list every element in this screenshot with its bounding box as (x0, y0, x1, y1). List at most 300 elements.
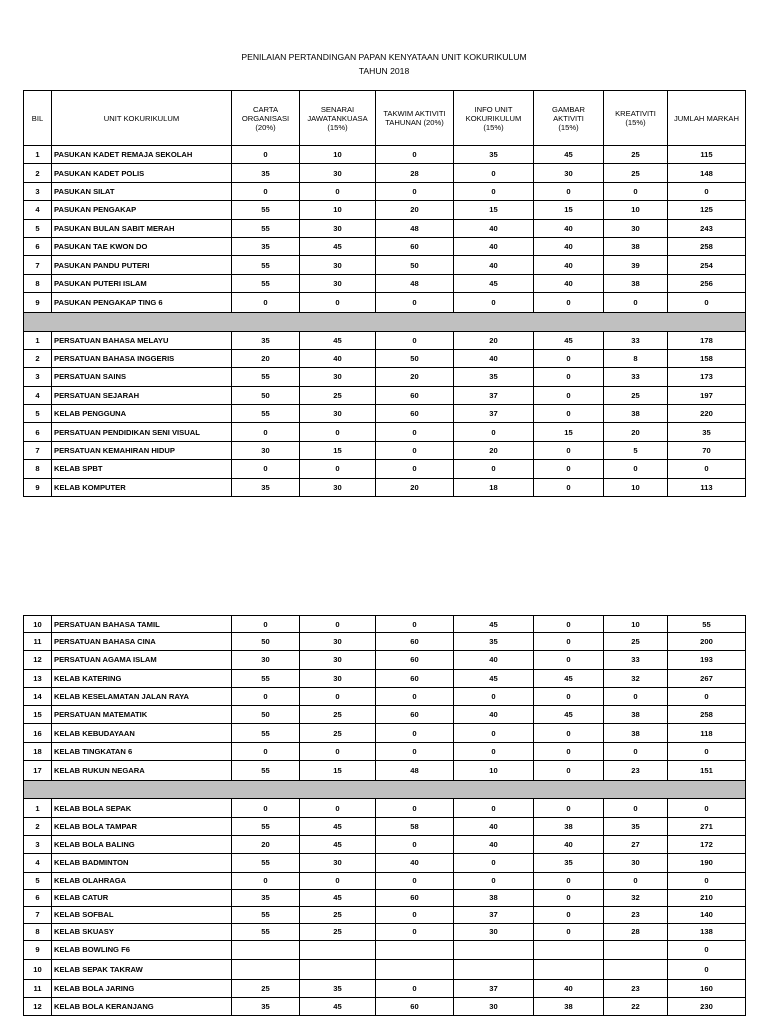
cell-carta-organisasi: 55 (232, 906, 300, 923)
cell-jumlah-markah: 70 (668, 441, 746, 459)
cell-gambar-aktiviti: 0 (534, 182, 604, 200)
header-info-unit (454, 91, 534, 146)
cell-unit-name: PASUKAN BULAN SABIT MERAH (52, 219, 232, 237)
cell-bil: 5 (24, 872, 52, 889)
section-separator-row (24, 313, 746, 331)
cell-carta-organisasi: 0 (232, 182, 300, 200)
cell-bil: 11 (24, 633, 52, 651)
cell-takwim-aktiviti: 50 (376, 256, 454, 274)
cell-takwim-aktiviti: 20 (376, 478, 454, 496)
cell-jumlah-markah: 243 (668, 219, 746, 237)
cell-gambar-aktiviti: 0 (534, 742, 604, 760)
cell-takwim-aktiviti: 60 (376, 633, 454, 651)
cell-senarai-jawatankuasa: 30 (300, 368, 376, 386)
cell-senarai-jawatankuasa: 0 (300, 742, 376, 760)
cell-carta-organisasi: 55 (232, 724, 300, 742)
cell-unit-name: PERSATUAN AGAMA ISLAM (52, 651, 232, 669)
cell-info-unit: 0 (454, 460, 534, 478)
cell-jumlah-markah: 271 (668, 817, 746, 835)
header-line: (15%) (558, 122, 579, 132)
cell-senarai-jawatankuasa: 25 (300, 923, 376, 940)
cell-takwim-aktiviti: 48 (376, 761, 454, 781)
cell-info-unit: 40 (454, 651, 534, 669)
cell-jumlah-markah: 172 (668, 835, 746, 853)
cell-jumlah-markah: 0 (668, 799, 746, 817)
table-row (24, 979, 746, 997)
table-row (24, 146, 746, 164)
cell-kreativiti: 30 (604, 854, 668, 872)
header-line: KOKURIKULUM (465, 113, 522, 123)
cell-kreativiti: 0 (604, 182, 668, 200)
cell-bil: 6 (24, 423, 52, 441)
cell-senarai-jawatankuasa: 30 (300, 478, 376, 496)
cell-senarai-jawatankuasa: 25 (300, 386, 376, 404)
cell-info-unit: 40 (454, 706, 534, 724)
table-row (24, 835, 746, 853)
cell-kreativiti: 22 (604, 997, 668, 1015)
cell-gambar-aktiviti: 0 (534, 633, 604, 651)
cell-jumlah-markah: 115 (668, 146, 746, 164)
cell-carta-organisasi: 0 (232, 799, 300, 817)
cell-bil: 4 (24, 854, 52, 872)
table-row (24, 386, 746, 404)
cell-unit-name: KELAB BOWLING F6 (52, 940, 232, 960)
cell-kreativiti: 33 (604, 368, 668, 386)
cell-senarai-jawatankuasa: 30 (300, 274, 376, 292)
cell-takwim-aktiviti: 0 (376, 423, 454, 441)
cell-takwim-aktiviti: 0 (376, 799, 454, 817)
cell-unit-name: KELAB BOLA KERANJANG (52, 997, 232, 1015)
cell-unit-name: KELAB BOLA JARING (52, 979, 232, 997)
cell-info-unit: 0 (454, 182, 534, 200)
cell-info-unit: 45 (454, 669, 534, 687)
cell-gambar-aktiviti: 38 (534, 997, 604, 1015)
cell-takwim-aktiviti: 60 (376, 651, 454, 669)
cell-carta-organisasi: 55 (232, 274, 300, 292)
cell-kreativiti: 0 (604, 799, 668, 817)
header-line: TAHUNAN (20%) (385, 118, 444, 127)
header-gambar-aktiviti (534, 91, 604, 146)
cell-info-unit: 20 (454, 441, 534, 459)
cell-kreativiti: 0 (604, 872, 668, 889)
table-row (24, 331, 746, 349)
header-takwim-aktiviti (376, 91, 454, 146)
cell-gambar-aktiviti: 0 (534, 405, 604, 423)
cell-senarai-jawatankuasa: 45 (300, 331, 376, 349)
cell-unit-name: PERSATUAN BAHASA TAMIL (52, 616, 232, 633)
cell-info-unit: 38 (454, 889, 534, 906)
cell-senarai-jawatankuasa (300, 960, 376, 980)
cell-senarai-jawatankuasa: 15 (300, 441, 376, 459)
cell-gambar-aktiviti: 0 (534, 687, 604, 705)
header-line: CARTA (252, 104, 279, 114)
header-line: GAMBAR (552, 104, 585, 114)
cell-unit-name: KELAB KATERING (52, 669, 232, 687)
cell-gambar-aktiviti: 45 (534, 331, 604, 349)
cell-bil: 5 (24, 405, 52, 423)
cell-kreativiti: 38 (604, 706, 668, 724)
cell-unit-name: KELAB OLAHRAGA (52, 872, 232, 889)
cell-kreativiti: 20 (604, 423, 668, 441)
cell-gambar-aktiviti: 0 (534, 872, 604, 889)
cell-kreativiti (604, 960, 668, 980)
cell-carta-organisasi: 55 (232, 219, 300, 237)
cell-takwim-aktiviti: 60 (376, 405, 454, 423)
table-row (24, 817, 746, 835)
cell-senarai-jawatankuasa: 30 (300, 854, 376, 872)
table-row (24, 940, 746, 960)
cell-takwim-aktiviti: 0 (376, 182, 454, 200)
table-row (24, 405, 746, 423)
cell-takwim-aktiviti: 48 (376, 274, 454, 292)
cell-info-unit: 0 (454, 164, 534, 182)
cell-unit-name: KELAB SKUASY (52, 923, 232, 940)
cell-gambar-aktiviti: 0 (534, 906, 604, 923)
cell-senarai-jawatankuasa: 30 (300, 405, 376, 423)
cell-kreativiti: 32 (604, 669, 668, 687)
cell-gambar-aktiviti: 0 (534, 923, 604, 940)
cell-gambar-aktiviti: 0 (534, 460, 604, 478)
section-separator-row (24, 781, 746, 799)
cell-jumlah-markah: 193 (668, 651, 746, 669)
cell-kreativiti: 27 (604, 835, 668, 853)
cell-info-unit: 18 (454, 478, 534, 496)
cell-takwim-aktiviti: 0 (376, 872, 454, 889)
table-row (24, 256, 746, 274)
separator-cell (24, 313, 746, 331)
cell-gambar-aktiviti: 0 (534, 349, 604, 367)
cell-carta-organisasi: 35 (232, 478, 300, 496)
cell-kreativiti: 38 (604, 724, 668, 742)
cell-bil: 13 (24, 669, 52, 687)
cell-senarai-jawatankuasa: 0 (300, 423, 376, 441)
cell-kreativiti: 23 (604, 906, 668, 923)
cell-bil: 10 (24, 616, 52, 633)
table-row (24, 219, 746, 237)
cell-bil: 8 (24, 274, 52, 292)
table-row (24, 201, 746, 219)
cell-takwim-aktiviti: 0 (376, 923, 454, 940)
table-row (24, 423, 746, 441)
cell-takwim-aktiviti: 0 (376, 331, 454, 349)
cell-carta-organisasi: 0 (232, 742, 300, 760)
cell-bil: 12 (24, 651, 52, 669)
cell-unit-name: PERSATUAN SEJARAH (52, 386, 232, 404)
cell-takwim-aktiviti: 60 (376, 889, 454, 906)
cell-jumlah-markah: 197 (668, 386, 746, 404)
table-row (24, 724, 746, 742)
cell-takwim-aktiviti: 60 (376, 386, 454, 404)
cell-jumlah-markah: 118 (668, 724, 746, 742)
cell-info-unit: 35 (454, 146, 534, 164)
cell-bil: 2 (24, 164, 52, 182)
table-row (24, 872, 746, 889)
cell-senarai-jawatankuasa: 30 (300, 219, 376, 237)
cell-info-unit: 45 (454, 274, 534, 292)
cell-gambar-aktiviti: 40 (534, 979, 604, 997)
cell-senarai-jawatankuasa: 25 (300, 724, 376, 742)
cell-gambar-aktiviti: 0 (534, 616, 604, 633)
cell-bil: 7 (24, 441, 52, 459)
header-row (24, 91, 746, 146)
cell-kreativiti: 25 (604, 146, 668, 164)
cell-info-unit: 0 (454, 854, 534, 872)
cell-jumlah-markah: 151 (668, 761, 746, 781)
cell-info-unit: 0 (454, 742, 534, 760)
cell-senarai-jawatankuasa: 0 (300, 460, 376, 478)
cell-takwim-aktiviti: 0 (376, 906, 454, 923)
cell-takwim-aktiviti: 0 (376, 835, 454, 853)
separator-cell (24, 781, 746, 799)
cell-carta-organisasi: 20 (232, 349, 300, 367)
cell-gambar-aktiviti: 0 (534, 368, 604, 386)
cell-carta-organisasi: 50 (232, 706, 300, 724)
cell-senarai-jawatankuasa: 35 (300, 979, 376, 997)
cell-bil: 1 (24, 799, 52, 817)
cell-info-unit (454, 960, 534, 980)
cell-senarai-jawatankuasa: 45 (300, 237, 376, 255)
cell-jumlah-markah: 160 (668, 979, 746, 997)
cell-senarai-jawatankuasa: 0 (300, 799, 376, 817)
cell-kreativiti: 10 (604, 616, 668, 633)
cell-senarai-jawatankuasa: 0 (300, 687, 376, 705)
table-row (24, 906, 746, 923)
cell-carta-organisasi: 55 (232, 405, 300, 423)
cell-unit-name: KELAB BOLA TAMPAR (52, 817, 232, 835)
cell-jumlah-markah: 210 (668, 889, 746, 906)
cell-gambar-aktiviti: 35 (534, 854, 604, 872)
cell-bil: 18 (24, 742, 52, 760)
table-row (24, 997, 746, 1015)
table-row (24, 368, 746, 386)
header-line: TAKWIM AKTIVITI (383, 109, 446, 118)
cell-gambar-aktiviti: 15 (534, 201, 604, 219)
cell-carta-organisasi: 30 (232, 441, 300, 459)
cell-unit-name: KELAB SPBT (52, 460, 232, 478)
cell-unit-name: KELAB RUKUN NEGARA (52, 761, 232, 781)
cell-info-unit: 0 (454, 872, 534, 889)
cell-senarai-jawatankuasa: 0 (300, 616, 376, 633)
cell-gambar-aktiviti: 0 (534, 386, 604, 404)
cell-info-unit: 0 (454, 687, 534, 705)
document-title: PENILAIAN PERTANDINGAN PAPAN KENYATAAN UNIT KOKURIKULUM (241, 52, 527, 62)
cell-gambar-aktiviti: 30 (534, 164, 604, 182)
cell-info-unit: 0 (454, 724, 534, 742)
cell-senarai-jawatankuasa: 30 (300, 256, 376, 274)
cell-takwim-aktiviti: 20 (376, 368, 454, 386)
cell-unit-name: KELAB SOFBAL (52, 906, 232, 923)
cell-bil: 16 (24, 724, 52, 742)
cell-kreativiti: 39 (604, 256, 668, 274)
cell-info-unit: 30 (454, 997, 534, 1015)
cell-carta-organisasi: 0 (232, 423, 300, 441)
cell-carta-organisasi: 35 (232, 997, 300, 1015)
cell-info-unit: 40 (454, 219, 534, 237)
cell-senarai-jawatankuasa: 30 (300, 669, 376, 687)
cell-bil: 7 (24, 906, 52, 923)
cell-gambar-aktiviti: 0 (534, 478, 604, 496)
table-row (24, 742, 746, 760)
cell-takwim-aktiviti: 60 (376, 706, 454, 724)
cell-info-unit: 37 (454, 979, 534, 997)
cell-kreativiti: 33 (604, 331, 668, 349)
cell-jumlah-markah: 55 (668, 616, 746, 633)
table-row (24, 478, 746, 496)
cell-senarai-jawatankuasa: 0 (300, 293, 376, 313)
cell-takwim-aktiviti: 0 (376, 293, 454, 313)
cell-info-unit: 40 (454, 237, 534, 255)
cell-unit-name: PERSATUAN BAHASA MELAYU (52, 331, 232, 349)
cell-takwim-aktiviti: 0 (376, 441, 454, 459)
cell-senarai-jawatankuasa: 45 (300, 889, 376, 906)
cell-carta-organisasi: 25 (232, 979, 300, 997)
cell-takwim-aktiviti: 20 (376, 201, 454, 219)
cell-kreativiti: 10 (604, 478, 668, 496)
cell-bil: 8 (24, 460, 52, 478)
table-row (24, 761, 746, 781)
cell-carta-organisasi: 55 (232, 669, 300, 687)
cell-bil: 9 (24, 478, 52, 496)
cell-takwim-aktiviti: 40 (376, 854, 454, 872)
cell-kreativiti: 8 (604, 349, 668, 367)
cell-jumlah-markah: 138 (668, 923, 746, 940)
cell-bil: 9 (24, 940, 52, 960)
cell-takwim-aktiviti: 0 (376, 724, 454, 742)
cell-unit-name: PASUKAN PENGAKAP (52, 201, 232, 219)
cell-jumlah-markah: 0 (668, 182, 746, 200)
cell-unit-name: KELAB PENGGUNA (52, 405, 232, 423)
header-line: (15%) (483, 122, 504, 132)
header-line: (20%) (255, 122, 276, 132)
cell-takwim-aktiviti: 48 (376, 219, 454, 237)
cell-jumlah-markah: 258 (668, 706, 746, 724)
cell-unit-name: KELAB KOMPUTER (52, 478, 232, 496)
cell-bil: 10 (24, 960, 52, 980)
header-line: JUMLAH MARKAH (674, 113, 739, 123)
cell-jumlah-markah: 256 (668, 274, 746, 292)
cell-bil: 14 (24, 687, 52, 705)
cell-gambar-aktiviti: 0 (534, 651, 604, 669)
cell-senarai-jawatankuasa: 45 (300, 817, 376, 835)
cell-gambar-aktiviti: 0 (534, 799, 604, 817)
cell-carta-organisasi: 0 (232, 293, 300, 313)
cell-unit-name: KELAB BOLA SEPAK (52, 799, 232, 817)
table-row (24, 164, 746, 182)
cell-unit-name: PERSATUAN MATEMATIK (52, 706, 232, 724)
header-carta-organisasi (232, 91, 300, 146)
cell-jumlah-markah: 254 (668, 256, 746, 274)
document-year: TAHUN 2018 (358, 66, 410, 76)
cell-gambar-aktiviti: 40 (534, 835, 604, 853)
table-row (24, 349, 746, 367)
cell-kreativiti (604, 940, 668, 960)
header-bil (24, 91, 52, 146)
cell-info-unit: 20 (454, 331, 534, 349)
header-line: SENARAI (320, 104, 355, 114)
score-table-part-2 (23, 615, 746, 1016)
header-line: (15%) (625, 118, 646, 127)
cell-carta-organisasi: 55 (232, 817, 300, 835)
cell-jumlah-markah: 190 (668, 854, 746, 872)
cell-info-unit: 0 (454, 423, 534, 441)
cell-gambar-aktiviti: 40 (534, 237, 604, 255)
cell-takwim-aktiviti: 0 (376, 616, 454, 633)
cell-gambar-aktiviti: 40 (534, 274, 604, 292)
cell-kreativiti: 25 (604, 386, 668, 404)
cell-senarai-jawatankuasa: 40 (300, 349, 376, 367)
cell-unit-name: PERSATUAN BAHASA CINA (52, 633, 232, 651)
cell-carta-organisasi: 35 (232, 331, 300, 349)
cell-unit-name: PERSATUAN BAHASA INGGERIS (52, 349, 232, 367)
cell-carta-organisasi: 55 (232, 854, 300, 872)
cell-bil: 3 (24, 368, 52, 386)
cell-info-unit (454, 940, 534, 960)
cell-kreativiti: 38 (604, 274, 668, 292)
cell-senarai-jawatankuasa: 25 (300, 906, 376, 923)
header-line: AKTIVITI (553, 113, 584, 123)
cell-unit-name: KELAB KEBUDAYAAN (52, 724, 232, 742)
cell-takwim-aktiviti: 60 (376, 997, 454, 1015)
cell-unit-name: PASUKAN SILAT (52, 182, 232, 200)
cell-jumlah-markah: 140 (668, 906, 746, 923)
cell-info-unit: 37 (454, 405, 534, 423)
cell-kreativiti: 0 (604, 687, 668, 705)
table-row (24, 687, 746, 705)
cell-kreativiti: 33 (604, 651, 668, 669)
cell-info-unit: 10 (454, 761, 534, 781)
cell-carta-organisasi: 35 (232, 237, 300, 255)
cell-unit-name: PASUKAN KADET REMAJA SEKOLAH (52, 146, 232, 164)
table-row (24, 460, 746, 478)
cell-gambar-aktiviti: 0 (534, 293, 604, 313)
cell-bil: 2 (24, 817, 52, 835)
cell-takwim-aktiviti: 0 (376, 742, 454, 760)
cell-kreativiti: 23 (604, 979, 668, 997)
cell-kreativiti: 32 (604, 889, 668, 906)
cell-carta-organisasi: 0 (232, 687, 300, 705)
cell-takwim-aktiviti: 0 (376, 146, 454, 164)
cell-info-unit: 35 (454, 368, 534, 386)
cell-kreativiti: 0 (604, 742, 668, 760)
cell-kreativiti: 25 (604, 164, 668, 182)
cell-gambar-aktiviti: 0 (534, 889, 604, 906)
cell-bil: 17 (24, 761, 52, 781)
header-line: BIL (31, 113, 44, 123)
cell-gambar-aktiviti: 40 (534, 219, 604, 237)
cell-jumlah-markah: 148 (668, 164, 746, 182)
cell-info-unit: 40 (454, 256, 534, 274)
cell-info-unit: 35 (454, 633, 534, 651)
table-row (24, 923, 746, 940)
header-line: KREATIVITI (615, 109, 656, 118)
table-row (24, 799, 746, 817)
cell-info-unit: 15 (454, 201, 534, 219)
cell-gambar-aktiviti: 0 (534, 441, 604, 459)
cell-bil: 9 (24, 293, 52, 313)
cell-bil: 2 (24, 349, 52, 367)
cell-kreativiti: 38 (604, 405, 668, 423)
cell-jumlah-markah: 200 (668, 633, 746, 651)
header-jumlah-markah (668, 91, 746, 146)
cell-unit-name: KELAB BOLA BALING (52, 835, 232, 853)
cell-senarai-jawatankuasa: 0 (300, 872, 376, 889)
cell-unit-name: PASUKAN KADET POLIS (52, 164, 232, 182)
cell-kreativiti: 38 (604, 237, 668, 255)
cell-bil: 11 (24, 979, 52, 997)
cell-carta-organisasi: 35 (232, 889, 300, 906)
cell-kreativiti: 10 (604, 201, 668, 219)
cell-carta-organisasi: 55 (232, 368, 300, 386)
